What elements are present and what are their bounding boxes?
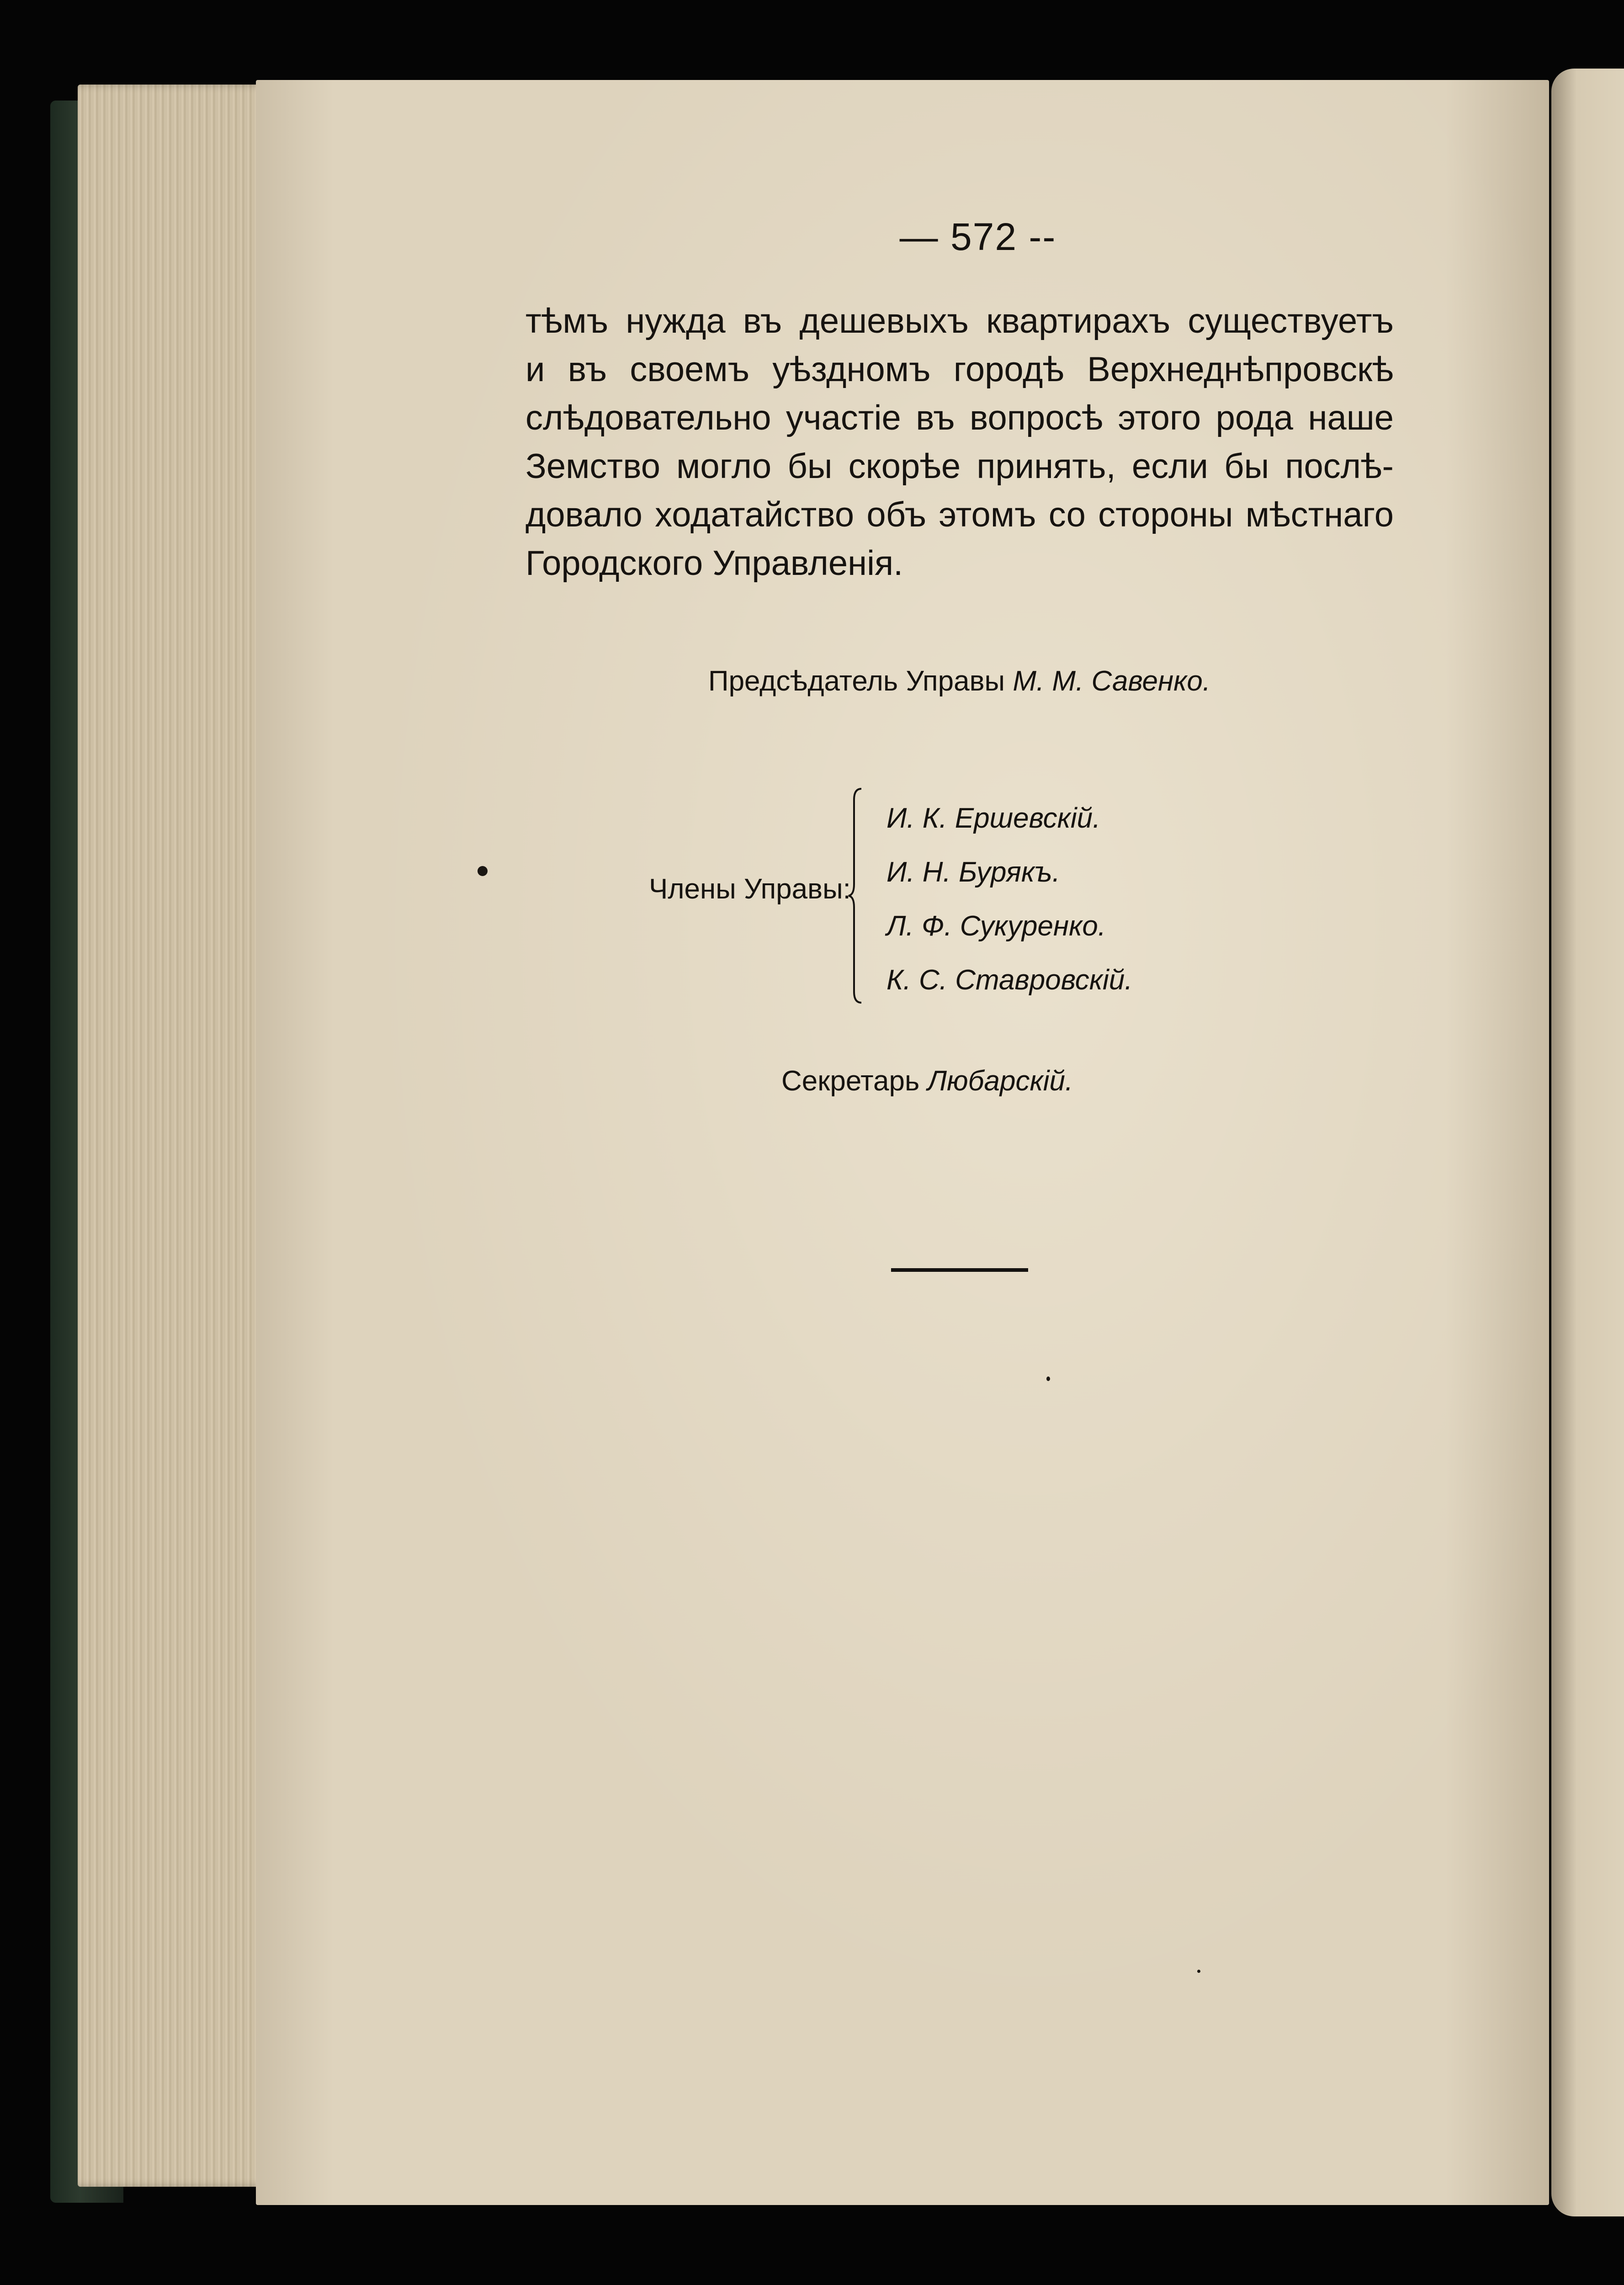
chairman-signature: [708, 665, 1210, 697]
paragraph-line: Городского Управленія.: [525, 544, 903, 583]
member-name: К. С. Ставровскій.: [886, 964, 1133, 996]
end-rule: [891, 1268, 1028, 1272]
ink-speck: [1197, 1970, 1200, 1973]
body-paragraph: [525, 297, 1394, 588]
member-name: И. Н. Бурякъ.: [886, 856, 1060, 888]
chairman-title: Предсѣдатель Управы: [708, 665, 1005, 697]
secretary-signature: [781, 1065, 1073, 1097]
member-name: И. К. Ершевскій.: [886, 802, 1101, 834]
chairman-name: М. М. Савенко.: [1013, 665, 1211, 697]
curly-brace-icon: [848, 786, 866, 1005]
paragraph-line: довало ходатайство объ этомъ со стороны мѣстнаго: [525, 495, 1394, 534]
secretary-title: Секретарь: [781, 1065, 920, 1097]
paragraph-line: Земство могло бы скорѣе принять, если бы послѣ-: [525, 447, 1394, 486]
page-number: — 572 --: [899, 215, 1056, 258]
ink-speck: [1046, 1376, 1050, 1381]
secretary-name: Любарскій.: [927, 1065, 1073, 1097]
paragraph-line: слѣдовательно участіе въ вопросѣ этого рода наше: [525, 399, 1394, 437]
member-name: Л. Ф. Сукуренко.: [886, 910, 1106, 942]
paragraph-line: тѣмъ нужда въ дешевыхъ квартирахъ существуетъ: [525, 302, 1394, 340]
paragraph-line: и въ своемъ уѣздномъ городѣ Верхнеднѣпровскѣ: [525, 350, 1394, 389]
members-label: Члены Управы:: [649, 873, 851, 905]
ink-speck: [478, 866, 488, 876]
members-list: [886, 792, 1133, 1007]
